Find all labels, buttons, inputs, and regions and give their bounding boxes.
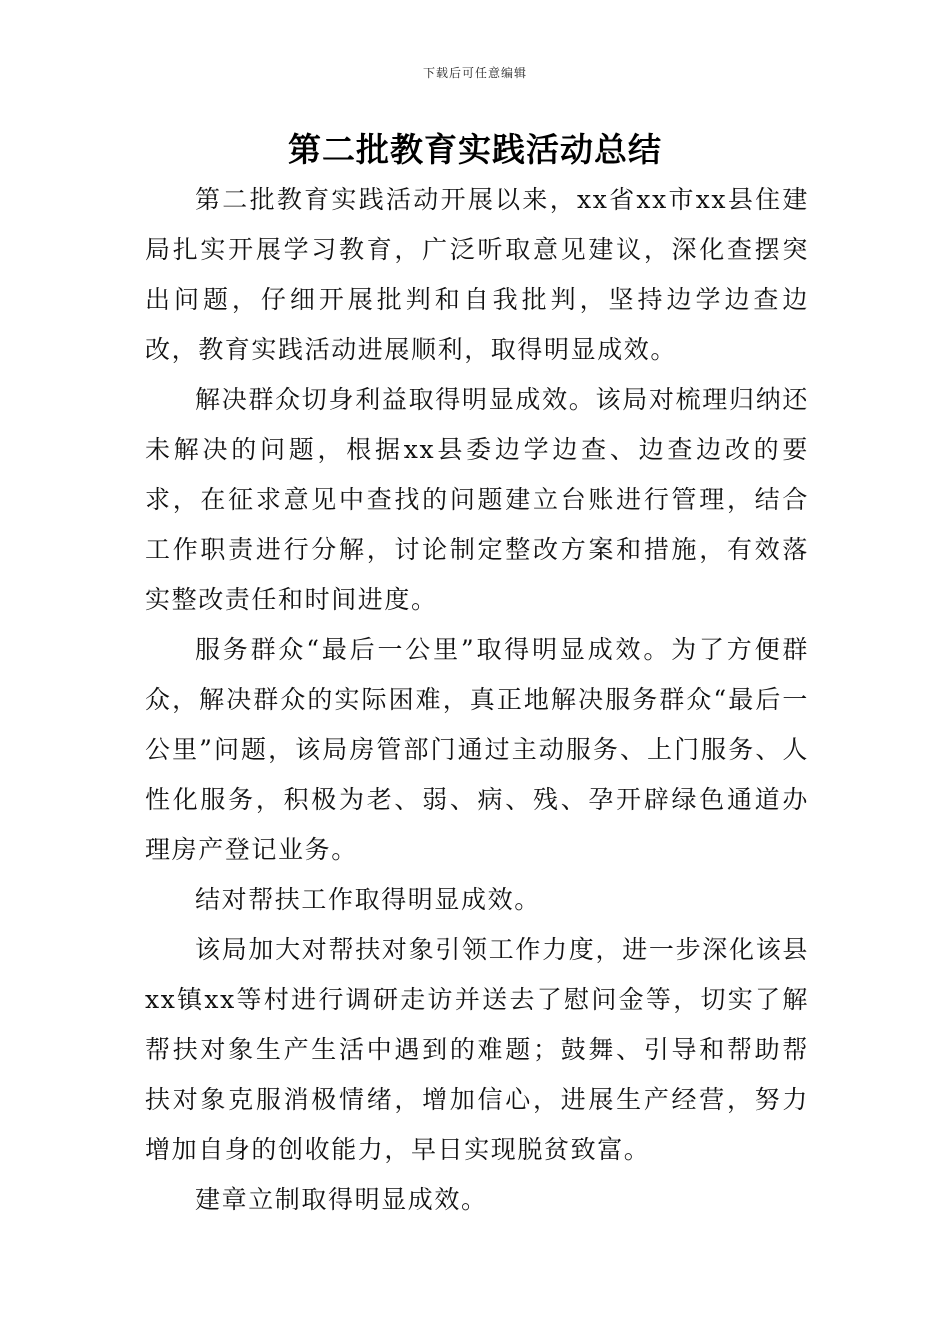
paragraph-assistance-heading: 结对帮扶工作取得明显成效。 xyxy=(195,885,541,914)
document-title: 第二批教育实践活动总结 xyxy=(288,130,662,169)
header-note: 下载后可任意编辑 xyxy=(422,66,527,80)
paragraph-last-mile: 服务群众“最后一公里”取得明显成效。为了方便群众，解决群众的实际困难，真正地解决服务群众“最后一公里”问题，该局房管部门通过主动服务、上门服务、人性化服务，积极为老、弱、病、残、孕开辟绿色通道办理房产登记业务。 xyxy=(145,635,809,864)
paragraph-intro: 第二批教育实践活动开展以来，xx省xx市xx县住建局扎实开展学习教育，广泛听取意见建议，深化查摆突出问题，仔细开展批判和自我批判，坚持边学边查边改，教育实践活动进展顺利，取得明显成效。 xyxy=(145,185,809,364)
document-body xyxy=(145,175,809,1225)
paragraph-assistance-detail: 该局加大对帮扶对象引领工作力度，进一步深化该县xx镇xx等村进行调研走访并送去了慰问金等，切实了解帮扶对象生产生活中遇到的难题；鼓舞、引导和帮助帮扶对象克服消极情绪，增加信心，进展生产经营，努力增加自身的创收能力，早日实现脱贫致富。 xyxy=(145,935,809,1164)
paragraph-public-interest: 解决群众切身利益取得明显成效。该局对梳理归纳还未解决的问题，根据xx县委边学边查、边查边改的要求，在征求意见中查找的问题建立台账进行管理，结合工作职责进行分解，讨论制定整改方案和措施，有效落实整改责任和时间进度。 xyxy=(145,385,809,614)
paragraph-rules-heading: 建章立制取得明显成效。 xyxy=(195,1185,488,1214)
